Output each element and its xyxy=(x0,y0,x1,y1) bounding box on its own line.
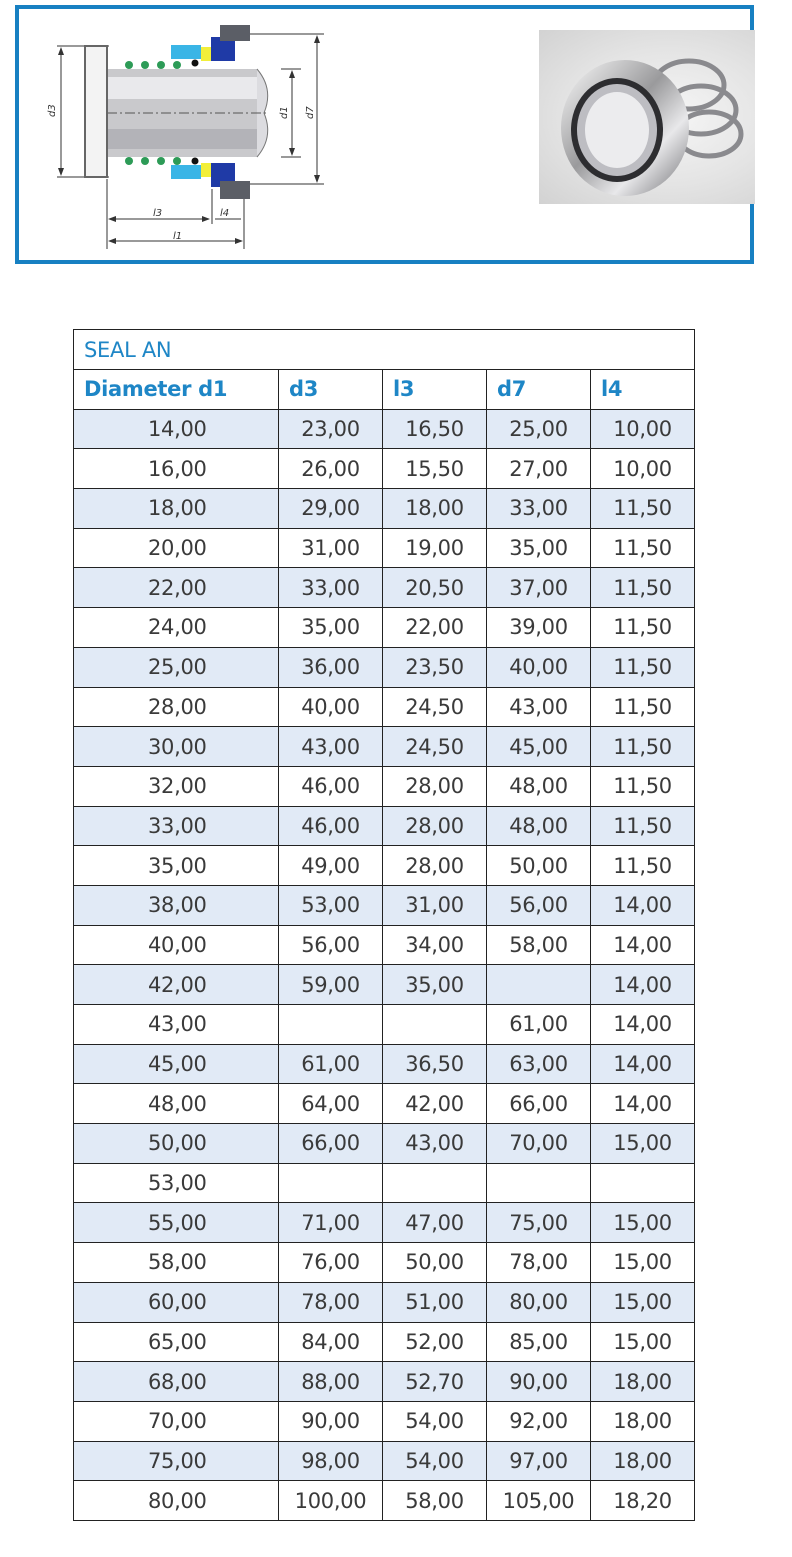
cell-l3: 35,00 xyxy=(383,965,487,1005)
cell-l4: 10,00 xyxy=(591,409,695,449)
cell-d3: 76,00 xyxy=(279,1243,383,1283)
table-row xyxy=(74,1005,695,1045)
cell-d1: 70,00 xyxy=(74,1401,279,1441)
cell-l4: 14,00 xyxy=(591,1044,695,1084)
cell-d3: 59,00 xyxy=(279,965,383,1005)
cell-d3: 100,00 xyxy=(279,1481,383,1521)
cell-d7: 92,00 xyxy=(487,1401,591,1441)
cell-d7: 56,00 xyxy=(487,885,591,925)
cell-l3: 54,00 xyxy=(383,1441,487,1481)
header-diameter-d1: Diameter d1 xyxy=(74,370,279,410)
cell-d7: 105,00 xyxy=(487,1481,591,1521)
label-d1: d1 xyxy=(279,106,290,119)
cell-d3 xyxy=(279,1163,383,1203)
cell-l3: 16,50 xyxy=(383,409,487,449)
cell-d1: 50,00 xyxy=(74,1124,279,1164)
cell-d7 xyxy=(487,1163,591,1203)
table-row xyxy=(74,1124,695,1164)
label-l3: l3 xyxy=(153,208,163,219)
table-row xyxy=(74,449,695,489)
cell-l3: 18,00 xyxy=(383,489,487,529)
table-title: SEAL AN xyxy=(74,330,695,370)
table-row xyxy=(74,885,695,925)
cell-l4: 18,00 xyxy=(591,1441,695,1481)
cell-l4: 15,00 xyxy=(591,1322,695,1362)
cell-d7: 70,00 xyxy=(487,1124,591,1164)
table-title-row xyxy=(74,330,695,370)
cell-d3: 35,00 xyxy=(279,608,383,648)
cell-l4: 18,00 xyxy=(591,1401,695,1441)
cell-l4: 11,50 xyxy=(591,766,695,806)
header-l4: l4 xyxy=(591,370,695,410)
cell-l3: 24,50 xyxy=(383,687,487,727)
cell-l4: 15,00 xyxy=(591,1203,695,1243)
table-row xyxy=(74,1401,695,1441)
cell-l3 xyxy=(383,1005,487,1045)
table-row xyxy=(74,1441,695,1481)
table-body xyxy=(74,409,695,1520)
cell-d7: 90,00 xyxy=(487,1362,591,1402)
cell-d7: 37,00 xyxy=(487,568,591,608)
cell-d1: 55,00 xyxy=(74,1203,279,1243)
cell-l3: 51,00 xyxy=(383,1282,487,1322)
table-row xyxy=(74,687,695,727)
cell-d1: 35,00 xyxy=(74,846,279,886)
table-row xyxy=(74,925,695,965)
cell-l3: 28,00 xyxy=(383,806,487,846)
cell-d7: 40,00 xyxy=(487,647,591,687)
cell-d1: 33,00 xyxy=(74,806,279,846)
cell-l4: 11,50 xyxy=(591,489,695,529)
cell-d3: 31,00 xyxy=(279,528,383,568)
cell-d3: 40,00 xyxy=(279,687,383,727)
cell-d1: 30,00 xyxy=(74,727,279,767)
cell-d7: 80,00 xyxy=(487,1282,591,1322)
cell-d1: 43,00 xyxy=(74,1005,279,1045)
cell-d7: 27,00 xyxy=(487,449,591,489)
cell-l4: 11,50 xyxy=(591,647,695,687)
header-l3: l3 xyxy=(383,370,487,410)
table-header-row xyxy=(74,370,695,410)
table-row xyxy=(74,409,695,449)
cell-d3: 23,00 xyxy=(279,409,383,449)
table-row xyxy=(74,1163,695,1203)
label-d7: d7 xyxy=(305,106,316,119)
table-row xyxy=(74,727,695,767)
cell-l3: 36,50 xyxy=(383,1044,487,1084)
cell-d3: 88,00 xyxy=(279,1362,383,1402)
cell-l3: 47,00 xyxy=(383,1203,487,1243)
cell-d1: 18,00 xyxy=(74,489,279,529)
cell-d1: 20,00 xyxy=(74,528,279,568)
technical-drawing xyxy=(19,9,359,260)
seal-photo xyxy=(539,30,755,204)
cell-d1: 42,00 xyxy=(74,965,279,1005)
cell-d1: 48,00 xyxy=(74,1084,279,1124)
cell-l3: 34,00 xyxy=(383,925,487,965)
cell-d3: 36,00 xyxy=(279,647,383,687)
cell-l4: 14,00 xyxy=(591,965,695,1005)
header-d7: d7 xyxy=(487,370,591,410)
cell-d3: 84,00 xyxy=(279,1322,383,1362)
label-l1: l1 xyxy=(173,231,183,242)
cell-d7: 66,00 xyxy=(487,1084,591,1124)
cell-l3: 28,00 xyxy=(383,766,487,806)
cell-l4: 15,00 xyxy=(591,1243,695,1283)
cell-d3: 49,00 xyxy=(279,846,383,886)
table-row xyxy=(74,1203,695,1243)
cell-d3: 46,00 xyxy=(279,806,383,846)
cell-d1: 58,00 xyxy=(74,1243,279,1283)
seal-table-container xyxy=(73,329,694,1521)
cell-l4: 14,00 xyxy=(591,1005,695,1045)
cell-d7 xyxy=(487,965,591,1005)
cell-l3: 23,50 xyxy=(383,647,487,687)
cell-l4: 11,50 xyxy=(591,846,695,886)
table-row xyxy=(74,1481,695,1521)
cell-l4: 11,50 xyxy=(591,568,695,608)
cell-d7: 97,00 xyxy=(487,1441,591,1481)
label-l4: l4 xyxy=(220,208,230,219)
cell-l4: 11,50 xyxy=(591,687,695,727)
cell-l3: 19,00 xyxy=(383,528,487,568)
cell-d7: 48,00 xyxy=(487,766,591,806)
table-row xyxy=(74,1243,695,1283)
cell-l3: 15,50 xyxy=(383,449,487,489)
cell-d1: 68,00 xyxy=(74,1362,279,1402)
cell-d1: 75,00 xyxy=(74,1441,279,1481)
cell-d3 xyxy=(279,1005,383,1045)
cell-d1: 24,00 xyxy=(74,608,279,648)
table-row xyxy=(74,965,695,1005)
cell-d1: 14,00 xyxy=(74,409,279,449)
cell-l4: 14,00 xyxy=(591,1084,695,1124)
cell-d3: 78,00 xyxy=(279,1282,383,1322)
figure-frame xyxy=(15,5,754,264)
cell-l4: 15,00 xyxy=(591,1282,695,1322)
table-row xyxy=(74,1362,695,1402)
cell-d3: 61,00 xyxy=(279,1044,383,1084)
cell-d7: 45,00 xyxy=(487,727,591,767)
cell-l3: 20,50 xyxy=(383,568,487,608)
cell-l3: 28,00 xyxy=(383,846,487,886)
cell-l4: 14,00 xyxy=(591,885,695,925)
cell-l3: 43,00 xyxy=(383,1124,487,1164)
cell-d7: 50,00 xyxy=(487,846,591,886)
cell-d3: 90,00 xyxy=(279,1401,383,1441)
cell-d3: 43,00 xyxy=(279,727,383,767)
table-row xyxy=(74,1322,695,1362)
cell-d7: 35,00 xyxy=(487,528,591,568)
cell-d1: 25,00 xyxy=(74,647,279,687)
cell-l3 xyxy=(383,1163,487,1203)
cell-l4: 11,50 xyxy=(591,727,695,767)
cell-d3: 53,00 xyxy=(279,885,383,925)
table-row xyxy=(74,846,695,886)
cell-d3: 98,00 xyxy=(279,1441,383,1481)
cell-d7: 48,00 xyxy=(487,806,591,846)
cell-l4: 11,50 xyxy=(591,806,695,846)
cell-l3: 54,00 xyxy=(383,1401,487,1441)
cell-d1: 80,00 xyxy=(74,1481,279,1521)
table-row xyxy=(74,528,695,568)
cell-d7: 85,00 xyxy=(487,1322,591,1362)
cell-d1: 16,00 xyxy=(74,449,279,489)
cell-d1: 45,00 xyxy=(74,1044,279,1084)
cell-d1: 28,00 xyxy=(74,687,279,727)
cell-d7: 58,00 xyxy=(487,925,591,965)
cell-l4: 11,50 xyxy=(591,608,695,648)
cell-d3: 56,00 xyxy=(279,925,383,965)
table-row xyxy=(74,766,695,806)
table-row xyxy=(74,647,695,687)
table-row xyxy=(74,1084,695,1124)
label-d3: d3 xyxy=(47,104,58,117)
table-row xyxy=(74,1282,695,1322)
table-row xyxy=(74,806,695,846)
cell-d1: 60,00 xyxy=(74,1282,279,1322)
cell-l3: 42,00 xyxy=(383,1084,487,1124)
cell-l3: 52,70 xyxy=(383,1362,487,1402)
cell-d1: 65,00 xyxy=(74,1322,279,1362)
table-row xyxy=(74,568,695,608)
cell-d3: 66,00 xyxy=(279,1124,383,1164)
cell-d1: 22,00 xyxy=(74,568,279,608)
cell-l4: 18,20 xyxy=(591,1481,695,1521)
cell-d7: 39,00 xyxy=(487,608,591,648)
seal-dimension-table xyxy=(73,329,695,1521)
cell-l3: 22,00 xyxy=(383,608,487,648)
cell-l3: 50,00 xyxy=(383,1243,487,1283)
cell-d1: 40,00 xyxy=(74,925,279,965)
cell-d1: 53,00 xyxy=(74,1163,279,1203)
cell-d7: 61,00 xyxy=(487,1005,591,1045)
cell-d1: 32,00 xyxy=(74,766,279,806)
cell-l3: 24,50 xyxy=(383,727,487,767)
cell-d3: 26,00 xyxy=(279,449,383,489)
cell-l4 xyxy=(591,1163,695,1203)
cell-l4: 11,50 xyxy=(591,528,695,568)
cell-d7: 43,00 xyxy=(487,687,591,727)
cell-l4: 14,00 xyxy=(591,925,695,965)
cell-l3: 31,00 xyxy=(383,885,487,925)
header-d3: d3 xyxy=(279,370,383,410)
cell-d3: 46,00 xyxy=(279,766,383,806)
cell-l4: 10,00 xyxy=(591,449,695,489)
table-row xyxy=(74,489,695,529)
cell-l3: 58,00 xyxy=(383,1481,487,1521)
cell-d7: 75,00 xyxy=(487,1203,591,1243)
cell-l4: 15,00 xyxy=(591,1124,695,1164)
cell-d7: 33,00 xyxy=(487,489,591,529)
cell-l4: 18,00 xyxy=(591,1362,695,1402)
table-row xyxy=(74,608,695,648)
cell-d3: 33,00 xyxy=(279,568,383,608)
cell-d3: 71,00 xyxy=(279,1203,383,1243)
cell-d7: 25,00 xyxy=(487,409,591,449)
cell-d7: 78,00 xyxy=(487,1243,591,1283)
table-row xyxy=(74,1044,695,1084)
cell-d3: 64,00 xyxy=(279,1084,383,1124)
cell-d1: 38,00 xyxy=(74,885,279,925)
cell-d3: 29,00 xyxy=(279,489,383,529)
cell-d7: 63,00 xyxy=(487,1044,591,1084)
cell-l3: 52,00 xyxy=(383,1322,487,1362)
